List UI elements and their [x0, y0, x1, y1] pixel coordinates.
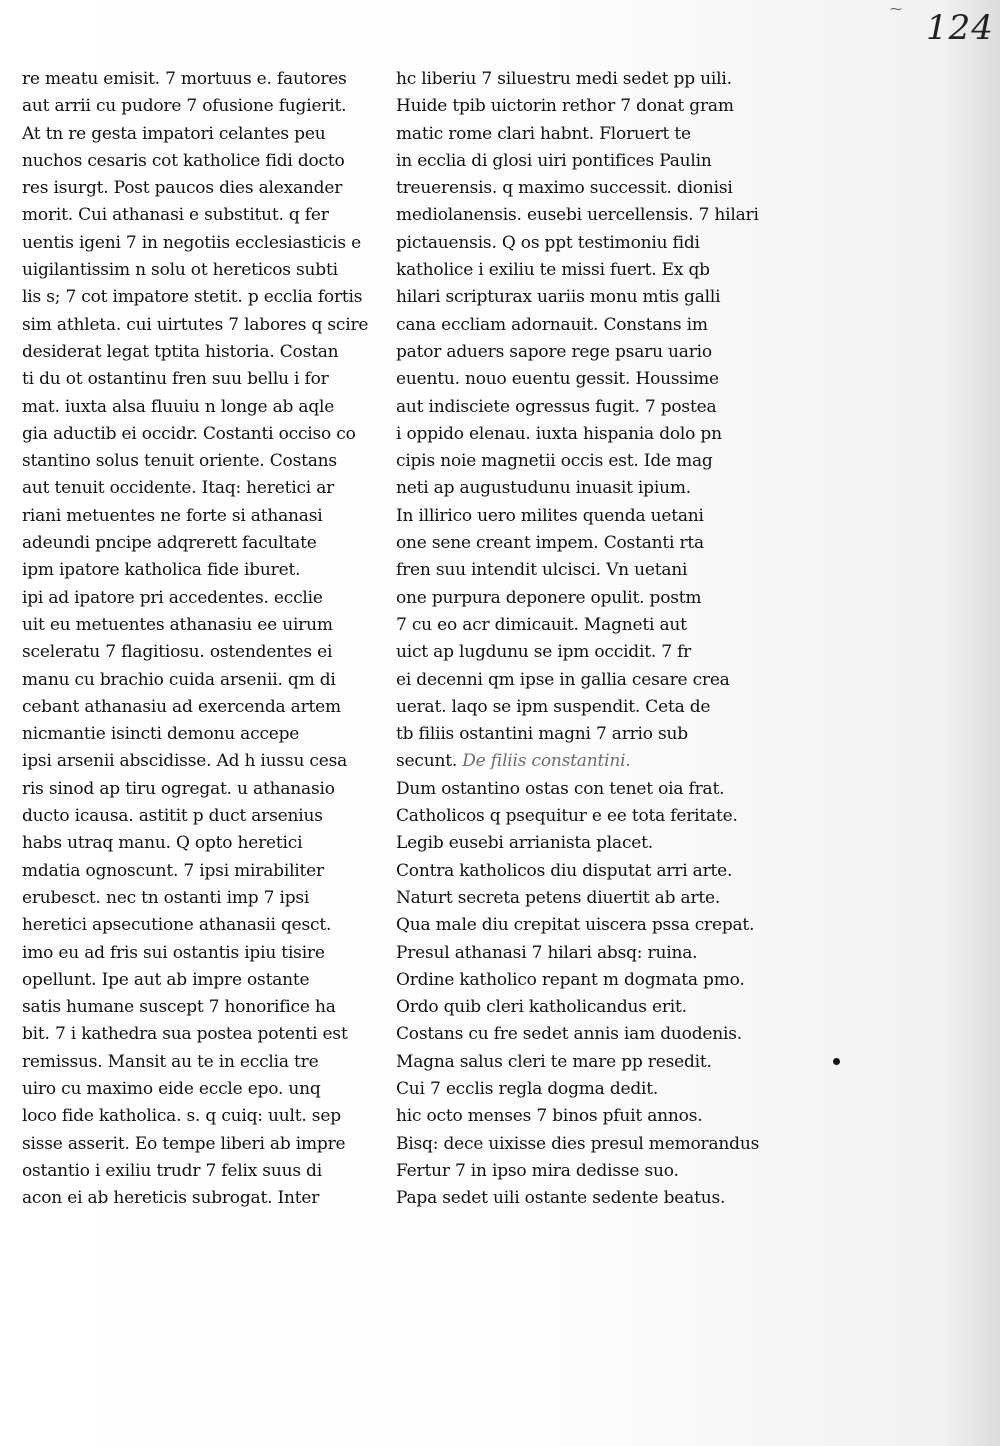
right-column-line: Qua male diu crepitat uiscera pssa crepat. — [396, 915, 755, 936]
left-column-line: sceleratu 7 flagitiosu. ostendentes ei — [22, 642, 333, 663]
right-column-line: Legib eusebi arrianista placet. — [396, 833, 653, 854]
text-run: secunt. — [396, 751, 463, 772]
right-column-line: Presul athanasi 7 hilari absq: ruina. — [396, 942, 698, 963]
left-column-line: ostantio i exiliu trudr 7 felix suus di — [22, 1160, 322, 1181]
right-column-line: In illirico uero milites quenda uetani — [396, 505, 704, 526]
right-column-line: Ordine katholico repant m dogmata pmo. — [396, 969, 745, 990]
left-column-line: uentis igeni 7 in negotiis ecclesiasticis e — [22, 232, 361, 253]
left-column-line: morit. Cui athanasi e substitut. q fer — [22, 205, 329, 226]
right-column-line: cipis noie magnetii occis est. Ide mag — [396, 451, 713, 472]
right-column-line: pictauensis. Q os ppt testimoniu fidi — [396, 232, 700, 253]
right-column-line: uerat. laqo se ipm suspendit. Ceta de — [396, 696, 711, 717]
left-column-line: opellunt. Ipe aut ab impre ostante — [22, 969, 310, 990]
right-column-line: Dum ostantino ostas con tenet oia frat. — [396, 778, 725, 799]
right-column-line: katholice i exiliu te missi fuert. Ex qb — [396, 260, 710, 281]
left-column-line: sim athleta. cui uirtutes 7 labores q scire — [22, 314, 369, 335]
right-column-line: Catholicos q psequitur e ee tota feritate. — [396, 806, 738, 827]
right-column-line: Naturt secreta petens diuertit ab arte. — [396, 887, 721, 908]
left-column-line: At tn re gesta impatori celantes peu — [22, 123, 326, 144]
right-column-line: Contra katholicos diu disputat arri arte. — [396, 860, 733, 881]
rubric-heading: De filiis constantini. — [462, 751, 631, 772]
right-column-line: one purpura deponere opulit. postm — [396, 587, 702, 608]
left-column-line: ducto icausa. astitit p duct arsenius — [22, 806, 323, 827]
left-column-line: uigilantissim n solu ot hereticos subti — [22, 260, 338, 281]
right-column-line: aut indisciete ogressus fugit. 7 postea — [396, 396, 717, 417]
left-column-line: uiro cu maximo eide eccle epo. unq — [22, 1078, 321, 1099]
ink-dot — [833, 1058, 840, 1065]
left-column-line: cebant athanasiu ad exercenda artem — [22, 696, 341, 717]
right-column-line: Magna salus cleri te mare pp resedit. — [396, 1051, 712, 1072]
right-column-line: Fertur 7 in ipso mira dedisse suo. — [396, 1160, 679, 1181]
left-column-line: manu cu brachio cuida arsenii. qm di — [22, 669, 336, 690]
left-column-line: ti du ot ostantinu fren suu bellu i for — [22, 369, 329, 390]
left-column-line: adeundi pncipe adqrerett facultate — [22, 533, 317, 554]
left-column-line: ipm ipatore katholica fide iburet. — [22, 560, 301, 581]
left-column-line: nuchos cesaris cot katholice fidi docto — [22, 150, 345, 171]
left-column-line: imo eu ad fris sui ostantis ipiu tisire — [22, 942, 325, 963]
right-column-line: Costans cu fre sedet annis iam duodenis. — [396, 1024, 742, 1045]
left-column-line: aut arrii cu pudore 7 ofusione fugierit. — [22, 96, 347, 117]
right-column-line: Cui 7 ecclis regla dogma dedit. — [396, 1078, 659, 1099]
left-column-line: ipsi arsenii abscidisse. Ad h iussu cesa — [22, 751, 348, 772]
left-column-line: stantino solus tenuit oriente. Costans — [22, 451, 337, 472]
right-column-line: i oppido elenau. iuxta hispania dolo pn — [396, 423, 722, 444]
left-column-line: bit. 7 i kathedra sua postea potenti est — [22, 1024, 348, 1045]
left-column-line: nicmantie isincti demonu accepe — [22, 724, 300, 745]
left-text-column — [22, 66, 380, 1212]
right-column-line: Ordo quib cleri katholicandus erit. — [396, 997, 687, 1018]
right-column-line: 7 cu eo acr dimicauit. Magneti aut — [396, 614, 687, 635]
right-column-line: Papa sedet uili ostante sedente beatus. — [396, 1188, 726, 1209]
corner-pen-mark: ⁓ — [890, 2, 902, 16]
right-column-line: hilari scripturax uariis monu mtis galli — [396, 287, 721, 308]
right-column-line: uict ap lugdunu se ipm occidit. 7 fr — [396, 642, 692, 663]
right-column-line: pator aduers sapore rege psaru uario — [396, 341, 712, 362]
right-column-line: in ecclia di glosi uiri pontifices Paulin — [396, 150, 712, 171]
right-column-line: neti ap augustudunu inuasit ipium. — [396, 478, 691, 499]
left-column-line: gia aductib ei occidr. Costanti occiso co — [22, 423, 356, 444]
right-column-line — [396, 748, 820, 775]
right-column-line: one sene creant impem. Costanti rta — [396, 533, 704, 554]
right-column-line: Huide tpib uictorin rethor 7 donat gram — [396, 96, 734, 117]
left-column-line: remissus. Mansit au te in ecclia tre — [22, 1051, 319, 1072]
left-column-line: lis s; 7 cot impatore stetit. p ecclia fortis — [22, 287, 363, 308]
left-column-line: satis humane suscept 7 honorifice ha — [22, 997, 336, 1018]
right-column-line: euentu. nouo euentu gessit. Houssime — [396, 369, 719, 390]
left-column-line: uit eu metuentes athanasiu ee uirum — [22, 614, 333, 635]
right-column-line: ei decenni qm ipse in gallia cesare crea — [396, 669, 730, 690]
left-column-line: re meatu emisit. 7 mortuus e. fautores — [22, 69, 347, 89]
left-column-line: erubesct. nec tn ostanti imp 7 ipsi — [22, 887, 310, 908]
left-column-line: riani metuentes ne forte si athanasi — [22, 505, 323, 526]
left-column-line: aut tenuit occidente. Itaq: heretici ar — [22, 478, 335, 499]
left-column-line: mat. iuxta alsa fluuiu n longe ab aqle — [22, 396, 335, 417]
right-column-line: mediolanensis. eusebi uercellensis. 7 hilari — [396, 205, 759, 226]
left-column-line: res isurgt. Post paucos dies alexander — [22, 178, 343, 199]
right-column-line: hc liberiu 7 siluestru medi sedet pp uili. — [396, 69, 732, 89]
right-column-line: fren suu intendit ulcisci. Vn uetani — [396, 560, 688, 581]
right-column-line: hic octo menses 7 binos pfuit annos. — [396, 1106, 703, 1127]
left-column-line: heretici apsecutione athanasii qesct. — [22, 915, 332, 936]
folio-number: 124 — [926, 8, 994, 48]
left-column-line: loco fide katholica. s. q cuiq: uult. sep — [22, 1106, 341, 1127]
left-column-line: desiderat legat tptita historia. Costan — [22, 341, 339, 362]
right-column-line: treuerensis. q maximo successit. dionisi — [396, 178, 733, 199]
right-column-line: Bisq: dece uixisse dies presul memorandus — [396, 1133, 760, 1154]
left-column-line: habs utraq manu. Q opto heretici — [22, 833, 303, 854]
left-column-line: ris sinod ap tiru ogregat. u athanasio — [22, 778, 335, 799]
left-column-line: ipi ad ipatore pri accedentes. ecclie — [22, 587, 323, 608]
right-column-line: tb filiis ostantini magni 7 arrio sub — [396, 724, 688, 745]
right-text-column — [396, 66, 820, 1212]
right-column-line: matic rome clari habnt. Floruert te — [396, 123, 691, 144]
right-column-line: cana eccliam adornauit. Constans im — [396, 314, 708, 335]
left-column-line: acon ei ab hereticis subrogat. Inter — [22, 1188, 320, 1209]
left-column-line: sisse asserit. Eo tempe liberi ab impre — [22, 1133, 346, 1154]
left-column-line: mdatia ognoscunt. 7 ipsi mirabiliter — [22, 860, 324, 881]
